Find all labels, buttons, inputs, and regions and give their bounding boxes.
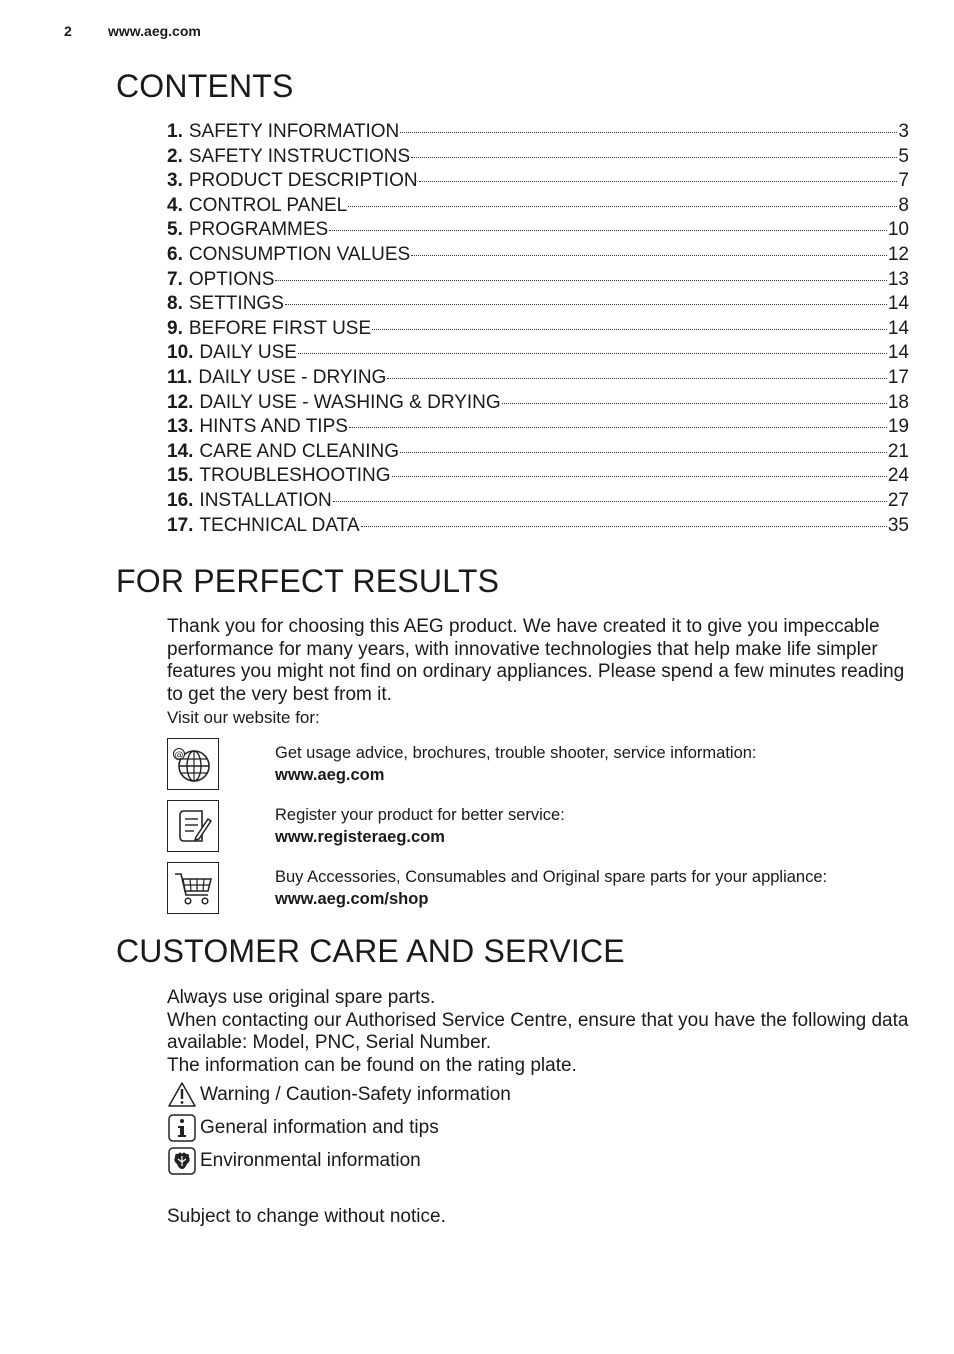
toc-label: CONSUMPTION VALUES <box>188 243 411 265</box>
toc-number: 2. <box>167 145 183 167</box>
svg-text:@: @ <box>174 750 184 761</box>
results-title: FOR PERFECT RESULTS <box>116 563 500 599</box>
toc-item-8[interactable] <box>167 292 909 317</box>
page-number: 2 <box>64 23 72 39</box>
toc-label: SETTINGS <box>188 293 284 315</box>
toc-item-7[interactable] <box>167 268 909 293</box>
toc-leader <box>348 206 897 207</box>
visit-label: Visit our website for: <box>167 708 320 727</box>
website-link[interactable]: www.aeg.com <box>275 766 385 784</box>
toc-leader <box>411 255 887 256</box>
care-paragraph <box>167 987 909 1077</box>
toc-page: 3 <box>898 121 909 142</box>
toc-item-1[interactable] <box>167 120 909 145</box>
cart-icon <box>167 862 219 914</box>
toc-number: 7. <box>167 268 183 290</box>
website-description: Register your product for better service: <box>275 806 565 824</box>
toc-leader <box>419 181 898 182</box>
toc-page: 10 <box>887 219 909 241</box>
toc-number: 17. <box>167 514 194 536</box>
toc-label: DAILY USE - WASHING & DRYING <box>199 391 501 413</box>
contents-title: CONTENTS <box>116 68 294 104</box>
warning-icon <box>167 1081 197 1109</box>
website-link[interactable]: www.aeg.com/shop <box>275 890 429 908</box>
toc-page: 12 <box>887 243 909 265</box>
table-of-contents <box>167 120 909 538</box>
toc-label: SAFETY INSTRUCTIONS <box>188 145 411 167</box>
toc-label: CONTROL PANEL <box>188 194 348 216</box>
legend-label: Environmental information <box>200 1150 421 1171</box>
toc-page: 14 <box>887 317 909 339</box>
toc-number: 3. <box>167 170 183 192</box>
toc-leader <box>275 280 886 281</box>
toc-page: 18 <box>887 391 909 413</box>
info-icon <box>167 1114 197 1142</box>
toc-page: 7 <box>898 170 909 192</box>
toc-leader <box>298 353 887 354</box>
toc-number: 15. <box>167 465 194 487</box>
toc-leader <box>387 378 887 379</box>
intro-paragraph: Thank you for choosing this AEG product. We have created it to give you impeccable performance for many years, with innovative technologies that help make life simpler features you might not find on ordinary appliances. Please spend a few minutes reading to get the very best from it. <box>167 616 905 705</box>
toc-label: PRODUCT DESCRIPTION <box>188 170 418 192</box>
website-info <box>275 866 827 910</box>
toc-item-9[interactable] <box>167 317 909 342</box>
toc-number: 14. <box>167 440 194 462</box>
toc-leader <box>392 476 887 477</box>
toc-number: 11. <box>167 366 193 388</box>
toc-number: 13. <box>167 416 194 438</box>
care-title: CUSTOMER CARE AND SERVICE <box>116 933 625 969</box>
website-description: Get usage advice, brochures, trouble shooter, service information: <box>275 744 757 762</box>
toc-number: 9. <box>167 317 183 339</box>
toc-label: TROUBLESHOOTING <box>199 465 391 487</box>
toc-label: HINTS AND TIPS <box>199 416 348 438</box>
toc-leader <box>400 132 897 133</box>
toc-label: DAILY USE <box>199 342 297 364</box>
toc-item-5[interactable] <box>167 218 909 243</box>
toc-page: 27 <box>887 489 909 511</box>
toc-item-15[interactable] <box>167 464 909 489</box>
toc-leader <box>361 526 887 527</box>
toc-label: SAFETY INFORMATION <box>188 121 400 142</box>
toc-number: 10. <box>167 342 194 364</box>
toc-label: PROGRAMMES <box>188 219 329 241</box>
header-site: www.aeg.com <box>108 23 201 39</box>
page-header <box>64 23 201 39</box>
website-row-shop <box>167 862 909 918</box>
website-info <box>275 742 757 786</box>
register-icon <box>167 800 219 852</box>
globe-icon <box>167 738 219 790</box>
toc-page: 35 <box>887 514 909 536</box>
change-notice: Subject to change without notice. <box>167 1206 446 1227</box>
toc-number: 4. <box>167 194 183 216</box>
toc-page: 24 <box>887 465 909 487</box>
toc-number: 6. <box>167 243 183 265</box>
toc-item-10[interactable] <box>167 341 909 366</box>
toc-leader <box>400 452 887 453</box>
toc-item-11[interactable] <box>167 366 909 391</box>
toc-item-14[interactable] <box>167 440 909 465</box>
toc-page: 8 <box>898 194 909 216</box>
toc-item-4[interactable] <box>167 194 909 219</box>
toc-item-16[interactable] <box>167 489 909 514</box>
toc-item-17[interactable] <box>167 514 909 539</box>
toc-item-12[interactable] <box>167 391 909 416</box>
toc-page: 13 <box>887 268 909 290</box>
toc-page: 21 <box>887 440 909 462</box>
toc-page: 14 <box>887 293 909 315</box>
toc-number: 1. <box>167 121 183 142</box>
toc-label: OPTIONS <box>188 268 275 290</box>
toc-label: DAILY USE - DRYING <box>198 366 387 388</box>
toc-leader <box>285 304 887 305</box>
toc-leader <box>333 501 887 502</box>
website-link[interactable]: www.registeraeg.com <box>275 828 445 846</box>
website-info <box>275 804 565 848</box>
care-line-3: The information can be found on the rating plate. <box>167 1054 577 1076</box>
website-description: Buy Accessories, Consumables and Original spare parts for your appliance: <box>275 868 828 886</box>
toc-number: 5. <box>167 219 183 241</box>
toc-item-2[interactable] <box>167 145 909 170</box>
environment-icon <box>167 1147 197 1175</box>
website-row-register <box>167 800 909 856</box>
toc-leader <box>411 157 897 158</box>
care-line-2: When contacting our Authorised Service Centre, ensure that you have the following data available: Model, PNC, Serial Number. <box>167 1009 909 1053</box>
toc-number: 8. <box>167 293 183 315</box>
toc-label: CARE AND CLEANING <box>199 440 399 462</box>
toc-label: BEFORE FIRST USE <box>188 317 372 339</box>
toc-leader <box>372 329 887 330</box>
toc-leader <box>349 427 887 428</box>
toc-label: INSTALLATION <box>199 489 332 511</box>
legend-label: Warning / Caution-Safety information <box>200 1084 511 1105</box>
toc-page: 5 <box>898 145 909 167</box>
toc-page: 19 <box>887 416 909 438</box>
toc-number: 16. <box>167 489 194 511</box>
care-line-1: Always use original spare parts. <box>167 987 436 1008</box>
legend-label: General information and tips <box>200 1117 439 1138</box>
website-row-aeg <box>167 738 909 794</box>
toc-number: 12. <box>167 391 194 413</box>
toc-item-13[interactable] <box>167 415 909 440</box>
toc-label: TECHNICAL DATA <box>199 514 360 536</box>
toc-item-6[interactable] <box>167 243 909 268</box>
toc-item-3[interactable] <box>167 169 909 194</box>
toc-leader <box>502 403 887 404</box>
toc-page: 14 <box>887 342 909 364</box>
toc-page: 17 <box>887 366 909 388</box>
toc-leader <box>329 230 887 231</box>
